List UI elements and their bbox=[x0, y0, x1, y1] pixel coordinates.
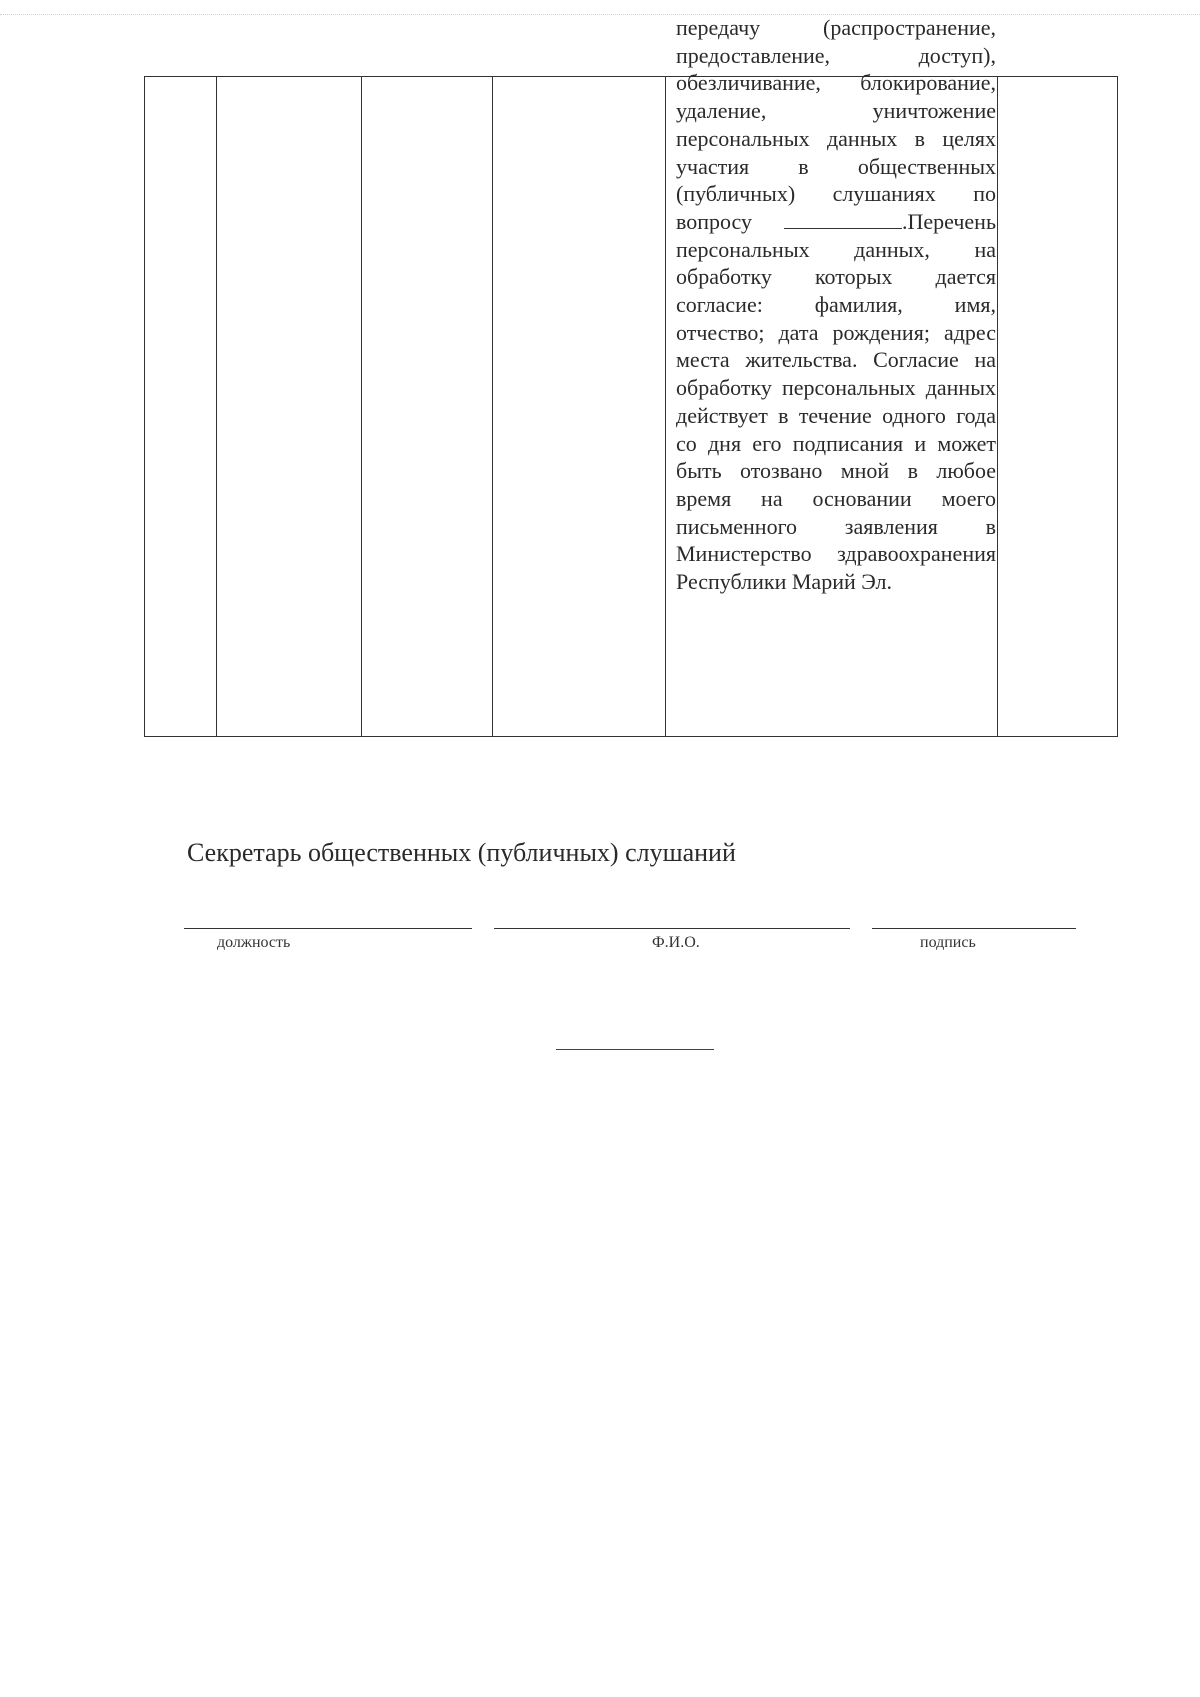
position-line bbox=[184, 928, 472, 929]
table-column-divider bbox=[492, 77, 493, 736]
consent-text-part-2: .Перечень персональных данных, на обработку которых дается согласие: фамилия, имя, отчество; дата рождения; адрес места жительства. Согласие на обработку персональных данных действует в течение одного года со дня его подписания и может быть отозвано мной в любое время на основании моего письменного заявления в Министерство здравоохранения Республики Марий Эл. bbox=[676, 208, 996, 595]
secretary-title: Секретарь общественных (публичных) слушаний bbox=[187, 838, 736, 867]
table-column-divider bbox=[665, 77, 666, 736]
signature-label: подпись bbox=[920, 934, 976, 951]
table-column-divider bbox=[997, 77, 998, 736]
table-column-divider bbox=[361, 77, 362, 736]
signature-line bbox=[872, 928, 1076, 929]
end-of-document-line bbox=[556, 1049, 714, 1050]
consent-text-part-1: передачу (распространение, предоставление, доступ), обезличивание, блокирование, удаление, уничтожение персональных данных в целях участия в общественных (публичных) слушаниях по вопросу bbox=[676, 15, 996, 234]
position-label: должность bbox=[217, 934, 291, 951]
table-column-divider bbox=[216, 77, 217, 736]
question-blank bbox=[784, 210, 902, 229]
name-label: Ф.И.О. bbox=[652, 934, 700, 951]
name-line bbox=[494, 928, 850, 929]
scan-edge-artifact bbox=[0, 14, 1200, 15]
consent-cell-text bbox=[676, 14, 996, 596]
